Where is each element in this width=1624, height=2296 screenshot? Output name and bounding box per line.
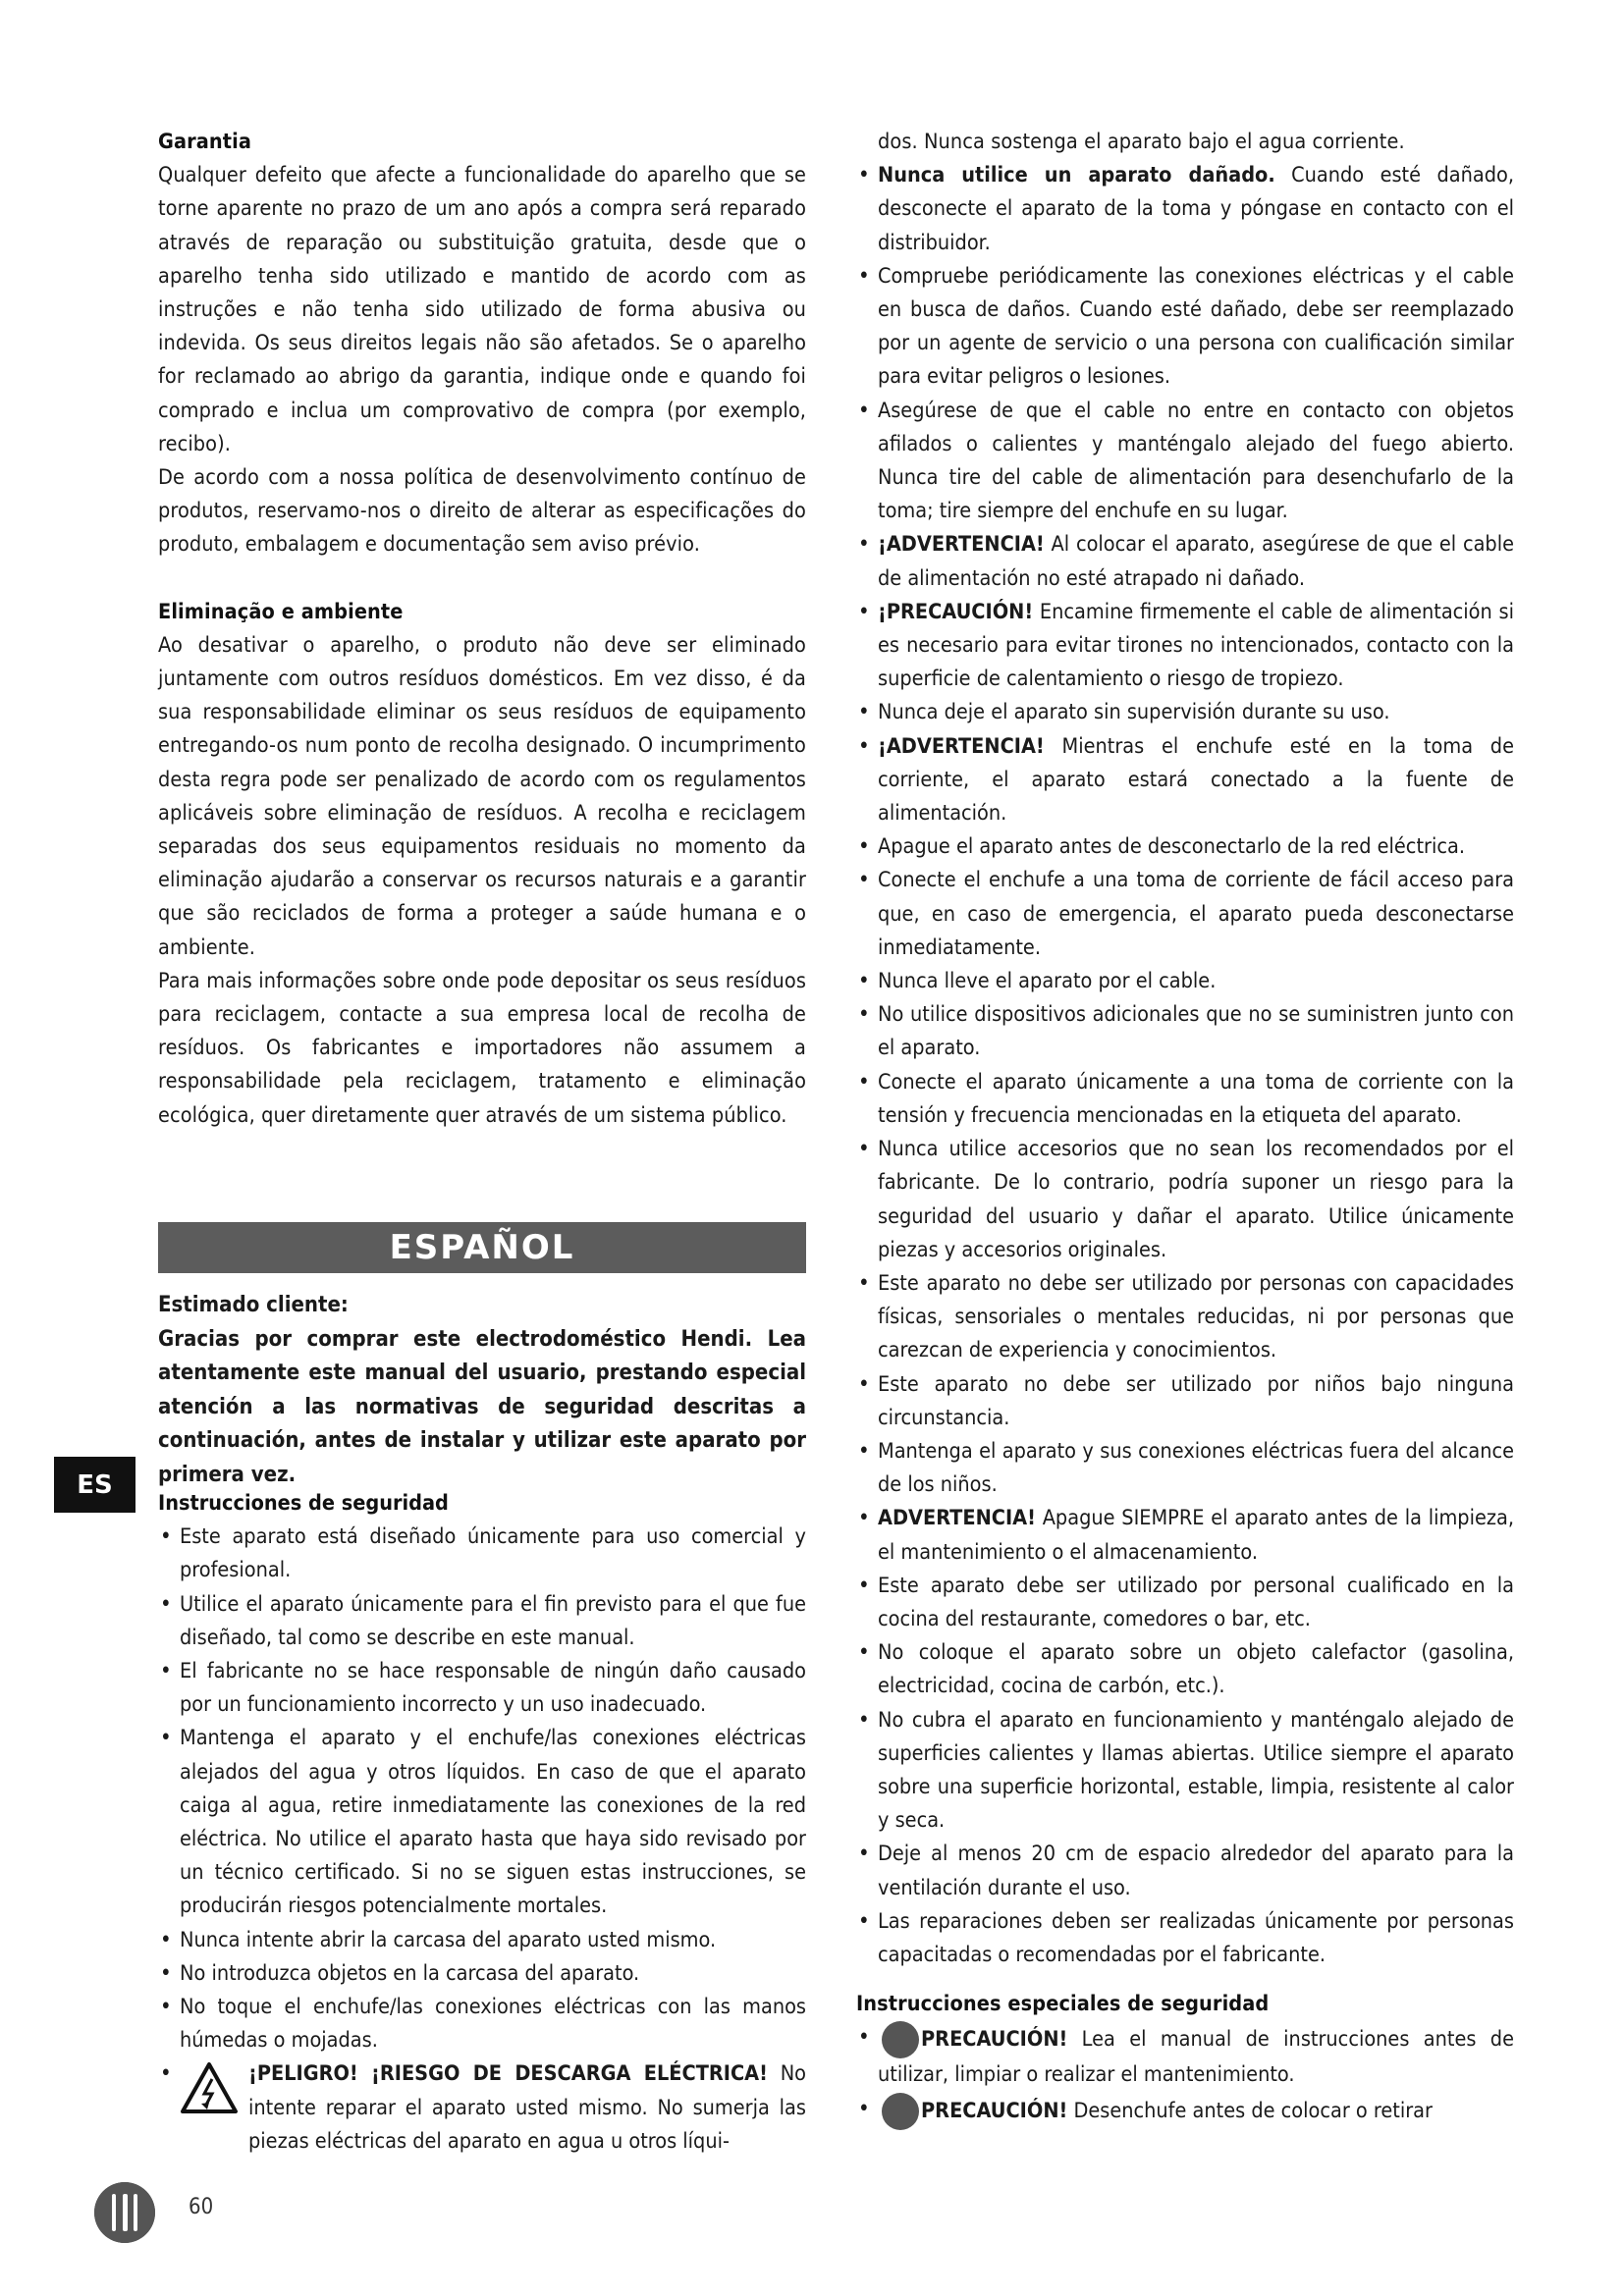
safety-item: • Este aparato está diseñado únicamente para uso comercial y profesional. bbox=[158, 1521, 806, 1587]
item-text: Conecte el aparato únicamente a una toma de corriente con la tensión y frecuencia mencionadas en la etiqueta del aparato. bbox=[878, 1069, 1514, 1128]
item-text: Deje al menos 20 cm de espacio alrededor del aparato para la ventilación durante el uso. bbox=[878, 1842, 1514, 1900]
right-item bbox=[856, 696, 1514, 729]
danger-text: No intente reparar el aparato usted mismo. No sumerja las piezas eléctricas del aparato en agua u otros líqui- bbox=[248, 2061, 806, 2154]
intro-block bbox=[158, 1289, 806, 1492]
special-safety-heading: Instrucciones especiales de seguridad bbox=[856, 1992, 1270, 2017]
item-text: Encamine firmemente el cable de alimentación si es necesario para evitar tirones no intencionados, contacto con la superficie de calentamiento o riesgo de tropiezo. bbox=[878, 599, 1514, 692]
right-item bbox=[856, 1267, 1514, 1368]
danger-item bbox=[158, 2057, 806, 2159]
garantia-paragraph-1: Qualquer defeito que afecte a funcionalidade do aparelho que se torne aparente no prazo de um ano após a compra será reparado através de reparação ou substituição gratuita, desde que o aparelho tenha sido utilizado e mantido de acordo com as instruções e não tenha sido utilizado de forma abusiva ou indevida. Os seus direitos legais não são afetados. Se o aparelho for reclamado ao abrigo da garantia, indique onde e quando foi comprado e inclua um comprovativo de compra (por exemplo, recibo). bbox=[158, 163, 806, 456]
right-item bbox=[856, 1435, 1514, 1502]
right-item bbox=[856, 1502, 1514, 1569]
item-text: Compruebe periódicamente las conexiones eléctricas y el cable en busca de daños. Cuando esté dañado, debe ser reemplazado por un agente de servicio o una persona con cualificación similar para evitar peligros o lesiones. bbox=[878, 263, 1514, 390]
item-bold: Nunca utilice un aparato dañado. bbox=[878, 163, 1275, 188]
item-bold: ¡PRECAUCIÓN! bbox=[878, 599, 1034, 624]
right-item bbox=[856, 1704, 1514, 1839]
right-item bbox=[856, 1066, 1514, 1133]
item-text: Nunca lleve el aparato por el cable. bbox=[878, 969, 1217, 994]
item-text: Asegúrese de que el cable no entre en contacto con objetos afilados o calientes y manténgalo alejado del fuego abierto. Nunca tire del cable de alimentación para desenchufarlo de la toma; tire siempre del enchufe en su lugar. bbox=[878, 398, 1514, 524]
item-text: No utilice dispositivos adicionales que no se suministren junto con el aparato. bbox=[878, 1002, 1514, 1061]
page-number: 60 bbox=[189, 2195, 214, 2219]
garantia-heading: Garantia bbox=[158, 130, 252, 154]
safety-heading: Instrucciones de seguridad bbox=[158, 1491, 449, 1516]
right-safety-list bbox=[856, 159, 1514, 1972]
item-text: Este aparato debe ser utilizado por personal cualificado en la cocina del restaurante, comedores o bar, etc. bbox=[878, 1573, 1514, 1631]
item-text: Nunca utilice accesorios que no sean los recomendados por el fabricante. De lo contrario, podría suponer un riesgo para la seguridad del usuario y dañar el aparato. Utilice únicamente piezas y accesorios originales. bbox=[878, 1137, 1514, 1262]
item-text: Mientras el enchufe esté en la toma de corriente, el aparato estará conectado a la fuente de alimentación. bbox=[878, 733, 1514, 827]
item-text: Este aparato no debe ser utilizado por niños bajo ninguna circunstancia. bbox=[878, 1371, 1514, 1430]
right-item bbox=[856, 1368, 1514, 1435]
right-item bbox=[856, 998, 1514, 1065]
safety-item: • Utilice el aparato únicamente para el fin previsto para el que fue diseñado, tal como se describe en este manual. bbox=[158, 1588, 806, 1655]
right-item bbox=[856, 159, 1514, 260]
special-safety-list bbox=[856, 2021, 1514, 2129]
right-item bbox=[856, 528, 1514, 595]
right-item bbox=[856, 1905, 1514, 1972]
language-tab: ES bbox=[54, 1457, 135, 1513]
item-text: No cubra el aparato en funcionamiento y manténgalo alejado de superficies calientes y llamas abiertas. Utilice siempre el aparato sobre una superficie horizontal, estable, limpia, resistente al calor y seca. bbox=[878, 1707, 1514, 1834]
safety-item: • El fabricante no se hace responsable de ningún daño causado por un funcionamiento incorrecto y un uso inadecuado. bbox=[158, 1655, 806, 1722]
cutlery-icon bbox=[94, 2182, 155, 2243]
item-text: Cuando esté dañado, desconecte el aparato de la toma y póngase en contacto con el distribuidor. bbox=[878, 163, 1514, 255]
item-text: Las reparaciones deben ser realizadas únicamente por personas capacitadas o recomendadas por el fabricante. bbox=[878, 1908, 1514, 1967]
item-text: Al colocar el aparato, asegúrese de que el cable de alimentación no esté atrapado ni dañado. bbox=[878, 532, 1514, 591]
item-text: Mantenga el aparato y sus conexiones eléctricas fuera del alcance de los niños. bbox=[878, 1438, 1514, 1498]
safety-item: • No toque el enchufe/las conexiones eléctricas con las manos húmedas o mojadas. bbox=[158, 1991, 806, 2057]
manual-icon bbox=[882, 2021, 919, 2058]
section-bar-espanol: ESPAÑOL bbox=[158, 1222, 806, 1273]
item-text: Apague SIEMPRE el aparato antes de la limpieza, el mantenimiento o el almacenamiento. bbox=[878, 1506, 1514, 1565]
unplug-icon bbox=[882, 2093, 919, 2130]
right-column bbox=[856, 126, 1514, 2130]
item-text: Apague el aparato antes de desconectarlo de la red eléctrica. bbox=[878, 834, 1465, 860]
item-bold: ¡ADVERTENCIA! bbox=[878, 532, 1045, 558]
left-column bbox=[158, 126, 806, 1133]
safety-item: • No introduzca objetos en la carcasa del aparato. bbox=[158, 1957, 806, 1991]
item-text: No coloque el aparato sobre un objeto calefactor (gasolina, electricidad, cocina de carbón, etc.). bbox=[878, 1640, 1514, 1699]
right-item bbox=[856, 395, 1514, 529]
right-item bbox=[856, 830, 1514, 864]
item-bold: ADVERTENCIA! bbox=[878, 1506, 1036, 1531]
right-item bbox=[856, 1838, 1514, 1904]
safety-item: • Nunca intente abrir la carcasa del aparato usted mismo. bbox=[158, 1924, 806, 1957]
intro-title: Estimado cliente: bbox=[158, 1293, 349, 1317]
item-text: Nunca deje el aparato sin supervisión durante su uso. bbox=[878, 700, 1390, 725]
eliminacao-paragraph-2: Para mais informações sobre onde pode depositar os seus resíduos para reciclagem, contacte a sua empresa local de recolha de resíduos. Os fabricantes e importadores não assumem a responsabilidade pela reciclagem, tratamento e eliminação ecológica, quer diretamente quer através de um sistema público. bbox=[158, 968, 806, 1128]
danger-label: ¡PELIGRO! ¡RIESGO DE DESCARGA ELÉCTRICA! bbox=[248, 2061, 768, 2087]
item-text: Desenchufe antes de colocar o retirar bbox=[1067, 2098, 1433, 2123]
item-text: Lea el manual de instrucciones antes de utilizar, limpiar o realizar el mantenimiento. bbox=[878, 2027, 1514, 2088]
right-item bbox=[856, 596, 1514, 697]
item-text: Conecte el enchufe a una toma de corriente de fácil acceso para que, en caso de emergencia, el aparato pueda desconectarse inmediatamente. bbox=[878, 868, 1514, 960]
right-item bbox=[856, 260, 1514, 395]
right-item bbox=[856, 1570, 1514, 1636]
brand-logo-icon bbox=[94, 2182, 155, 2243]
special-item bbox=[856, 2093, 1514, 2130]
electric-shock-warning-icon bbox=[180, 2061, 239, 2114]
item-bold: ¡ADVERTENCIA! bbox=[878, 733, 1045, 759]
item-bold: PRECAUCIÓN! bbox=[921, 2027, 1068, 2053]
right-item bbox=[856, 730, 1514, 831]
special-item bbox=[856, 2021, 1514, 2092]
intro-text: Gracias por comprar este electrodoméstico Hendi. Lea atentamente este manual del usuario, prestando especial atención a las normativas de seguridad descritas a continuación, antes de instalar y utilizar este aparato por primera vez. bbox=[158, 1326, 806, 1487]
right-item bbox=[856, 864, 1514, 965]
eliminacao-heading: Eliminação e ambiente bbox=[158, 599, 404, 624]
safety-block bbox=[158, 1487, 806, 2159]
safety-item: • Mantenga el aparato y el enchufe/las conexiones eléctricas alejados del agua y otros líquidos. En caso de que el aparato caiga al agua, retire inmediatamente las conexiones de la red eléctrica. No utilice el aparato hasta que haya sido revisado por un técnico certificado. Si no se siguen estas instrucciones, se producirán riesgos potencialmente mortales. bbox=[158, 1722, 806, 1923]
right-item bbox=[856, 1636, 1514, 1703]
item-bold: PRECAUCIÓN! bbox=[921, 2098, 1068, 2123]
continuation-text: dos. Nunca sostenga el aparato bajo el agua corriente. bbox=[878, 130, 1405, 154]
right-item bbox=[856, 965, 1514, 998]
right-item bbox=[856, 1133, 1514, 1267]
garantia-paragraph-2: De acordo com a nossa política de desenvolvimento contínuo de produtos, reservamo-nos o direito de alterar as especificações do produto, embalagem e documentação sem aviso prévio. bbox=[158, 465, 806, 558]
item-text: Este aparato no debe ser utilizado por personas con capacidades físicas, sensoriales o mentales reducidas, ni por personas que carezcan de experiencia y conocimientos. bbox=[878, 1270, 1514, 1363]
eliminacao-paragraph-1: Ao desativar o aparelho, o produto não deve ser eliminado juntamente com outros resíduos domésticos. Em vez disso, é da sua responsabilidade eliminar os seus resíduos de equipamento entregando-os num ponto de recolha designado. O incumprimento desta regra pode ser penalizado de acordo com os regulamentos aplicáveis sobre eliminação de resíduos. A recolha e reciclagem separadas dos seus equipamentos residuais no momento da eliminação ajudarão a conservar os recursos naturais e a garantir que são reciclados de forma a proteger a saúde humana e o ambiente. bbox=[158, 632, 806, 960]
safety-list bbox=[158, 1521, 806, 2159]
